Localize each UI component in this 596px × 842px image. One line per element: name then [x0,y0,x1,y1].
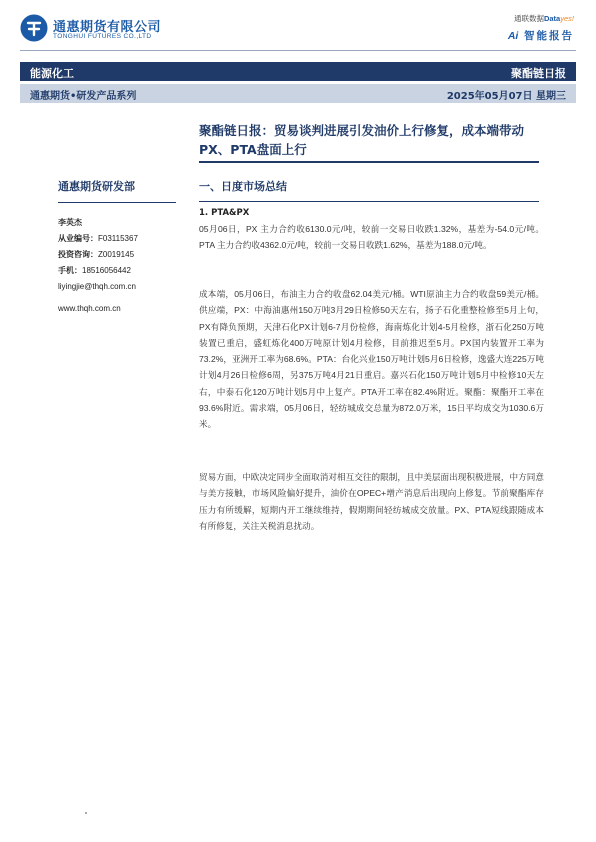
phone-row [58,263,178,279]
company-logo [20,14,220,46]
consult-label: 投资咨询： [58,250,98,259]
department-name: 通惠期货研发部 [58,178,176,203]
page-mark [85,812,87,814]
license-row [58,231,178,247]
paragraph-1: 05月06日，PX 主力合约收6130.0元/吨，较前一交易日收跌1.32%，基差为-54.0元/吨。PTA 主力合约收4362.0元/吨，较前一交易日收跌1.62%，基差为188.0元/吨。 [199,224,544,251]
analyst-name: 李英杰 [58,218,82,227]
paragraph-2: 成本端，05月06日，布油主力合约收盘62.04美元/桶。WTI原油主力合约收盘59美元/桶。供应端，PX：中海油惠州150万吨3月29日检修50天左右，扬子石化重整检修至5月上旬，PX有降负预期，天津石化PX计划6-7月份检修，海南炼化计划4-5月检修，浙石化250万吨装置已重启，盛虹炼化400万吨原计划4月检修，目前推迟至5月。PX国内装置开工率为73.2%，亚洲开工率为68.6%。PTA：台化兴业150万吨计划5月6日检修，逸盛大连225万吨计划4月26日检修6周，另375万吨4月21日重启。嘉兴石化150万吨计划5月中检修10天左右，中泰石化120万吨计划5月中上复产。PTA开工率在82.4%附近。聚酯：聚酯开工率在93.6%附近。需求端，05月06日，轻纺城成交总量为872.0万米，15日平均成交为1030.6万米。 [199,289,544,430]
brand-cn: 通联数据 [513,14,544,23]
subsection-title: 1. PTA&PX [199,208,250,218]
title-divider [199,161,539,163]
series-band [20,84,576,103]
phone-value: 18516056442 [82,266,131,275]
license-value: F03115367 [98,234,138,243]
company-name-cn: 通惠期货有限公司 [53,20,162,35]
category-label: 能源化工 [30,67,74,80]
phone-label: 手机： [58,266,82,275]
analyst-info [58,215,178,295]
consult-value: Z0019145 [98,250,135,259]
series-label: 通惠期货•研发产品系列 [30,91,137,102]
report-title: 聚酯链日报：贸易谈判进展引发油价上行修复，成本端带动PX、PTA盘面上行 [199,123,525,157]
brand-yes: yes! [560,14,574,23]
company-logo-icon [20,14,48,42]
sidebar [58,178,178,313]
paragraph-3: 贸易方面，中欧决定同步全面取消对相互交往的限制，且中美层面出现积极进展，中方同意与美方接触，市场风险偏好提升，油价在OPEC+增产消息后出现向上修复。节前聚酯库存压力有所缓解，短期内开工继续维持，假期期间轻纺城成交放量。PX、PTA短线跟随成本有所修复，关注关税消息扰动。 [199,472,544,531]
report-date: 2025年05月07日 星期三 [446,91,566,102]
section-title: 一、日度市场总结 [199,178,539,202]
header-divider [20,50,576,51]
brand-line-2 [508,28,574,43]
email-link[interactable]: liyingjie@thqh.com.cn [58,282,136,291]
category-band [20,62,576,81]
license-label: 从业编号： [58,234,98,243]
brand-datayes [508,13,574,43]
brand-data: Data [543,14,561,23]
consult-row [58,247,178,263]
website-link[interactable]: www.thqh.com.cn [58,304,121,313]
brand-report-label: 智能报告 [524,30,574,42]
brand-line-1 [508,13,574,24]
report-type-label: 聚酯链日报 [511,67,566,80]
ai-logo-icon: Ai [507,30,519,42]
company-name-en: TONGHUI FUTURES CO.,LTD [53,33,152,40]
